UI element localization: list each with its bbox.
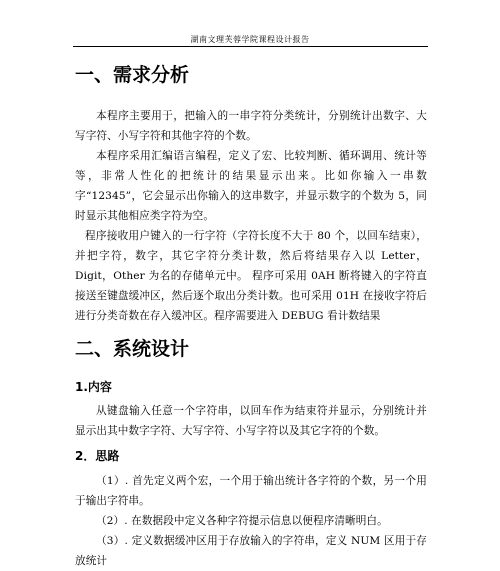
- list-item-step-2: （2）. 在数据段中定义各种字符提示信息以便程序清晰明白。: [96, 515, 388, 527]
- subsection-heading-content: 1.内容: [75, 380, 112, 394]
- section-heading-system-design: 二、系统设计: [75, 338, 190, 360]
- document-body: [75, 56, 427, 571]
- paragraph-implementation: 本程序采用汇编语言编程，定义了宏、比较判断、循环调用、统计等等，非常人性化的把统计的结果显示出来。比如你输入一串数字“12345”，它会显示出你输入的这串数字，并显示数字的个数为 5，同时显示其他相应类字符为空。: [75, 150, 427, 222]
- list-item-step-1: （1）. 首先定义两个宏，一个用于输出统计各字符的个数，另一个用于输出字符串。: [75, 475, 427, 507]
- paragraph-purpose: 本程序主要用于，把输入的一串字符分类统计，分别统计出数字、大写字符、小写字符和其他字符的个数。: [75, 110, 427, 142]
- page-header: 湖南文理芙蓉学院课程设计报告: [190, 35, 310, 44]
- paragraph-content: 从键盘输入任意一个字符串，以回车作为结束符并显示，分别统计并显示出其中数字字符、大写字符、小写字符以及其它字符的个数。: [75, 405, 427, 437]
- list-item-step-3: （3）. 定义数据缓冲区用于存放输入的字符串，定义 NUM 区用于存放统计: [75, 535, 427, 567]
- section-heading-requirements: 一、需求分析: [75, 64, 190, 86]
- subsection-heading-approach: 2．思路: [75, 449, 120, 463]
- paragraph-input-handling: 程序接收用户键入的一行字符（字符长度不大于 80 个，以回车结束），并把字符，数字，其它字符分类计数，然后将结果存入以 Letter，Digit，Other 为名的存储单元中。 程序可采用 0AH 断将键入的字符直接送至键盘缓冲区，然后逐个取出分类计数。也可采用 01H 在接收字符后进行分类奇数在存入缓冲区。程序需要进入 DEBUG 看计数结果: [75, 230, 427, 322]
- header-rule: [73, 46, 428, 47]
